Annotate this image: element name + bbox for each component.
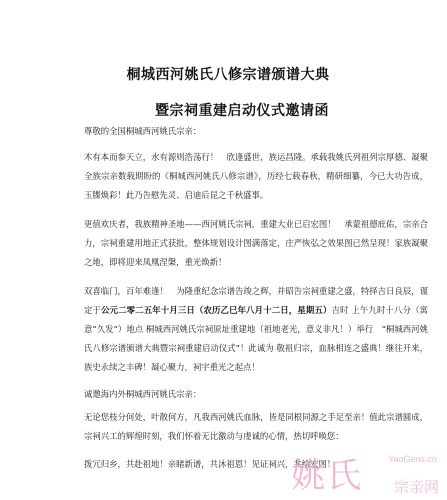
watermark-site-name: 宗亲网 bbox=[393, 478, 439, 496]
title-line-1: 桐城西河姚氏八修宗谱颁谱大典 bbox=[126, 67, 330, 83]
watermark-url: YaoGens.cn bbox=[388, 454, 437, 464]
salutation-all-kin: 尊敬的全国桐城西河姚氏宗亲： bbox=[84, 126, 202, 136]
ceremony-date: 公元二零二五年十月三日（农历乙巳年八月十二日，星期五） bbox=[101, 305, 332, 315]
paragraph-call-to-return: 拨冗归乡，共赴祖地！亲睹新谱，共沐祖恩！见证祠兴，共绘宏图！ bbox=[84, 459, 336, 469]
paragraph-ancestral-hall: 更值欢庆者，我族精神圣地——西河姚氏宗祠，重建大业已启宏图！ 承蒙祖德庇佑，宗亲合力，宗祠重建用地正式获批，整体规划设计图满落定，庄严恢弘之效果图已然呈现！家族凝聚之地，即将迎来凤凰涅槃，重光焕新！ bbox=[84, 219, 428, 267]
paragraph-genealogy: 木有本而参天立，水有源则浩荡行！ 欣逢盛世，族运昌隆。承载我姚氏列祖列宗厚德、凝聚全族宗亲数载期盼的《桐城西河姚氏八修宗谱》，历经七载春秋，精研细纂，今已大功告成，玉牒焕彩！此乃告慰先灵、启迪后昆之千秋盛事。 bbox=[84, 152, 428, 200]
ceremony-intro: 双喜临门，百年难逢！ 为隆重纪念宗谱告竣之辉，并昭告宗祠重建之盛，特择吉日良辰，谨定于 bbox=[84, 286, 428, 315]
watermark-logo-text: 姚氏 bbox=[291, 456, 363, 496]
ceremony-details: 吉时 上午九时十八分（寓意“久发”）地点 桐城西河姚氏宗祠原址重建地（祖地老光，意义非凡！）举行 “桐城西河姚氏八修宗谱颁谱大典暨宗祠重建启动仪式”！此诚为 敬祖归宗，血脉相连之盛典！继往开来，族史永续之丰碑！凝心聚力，祠宇重光之起点！ bbox=[84, 305, 429, 372]
paragraph-invitation: 无论您枝分何处，叶散何方，凡我西河姚氏血脉，皆是同根同源之手足至亲！值此宗谱圆成，宗祠兴工的辉煌时刻，我们怀着无比激动与虔诚的心情，热切呼唤您： bbox=[84, 412, 428, 441]
body-text bbox=[84, 122, 428, 474]
paragraph-ceremony bbox=[84, 282, 428, 377]
site-watermark bbox=[291, 452, 441, 496]
title-line-2: 暨宗祠重建启动仪式邀请函 bbox=[155, 103, 329, 119]
salutation-overseas-kin: 诚邀海内外桐城西河姚氏宗亲： bbox=[84, 389, 202, 399]
